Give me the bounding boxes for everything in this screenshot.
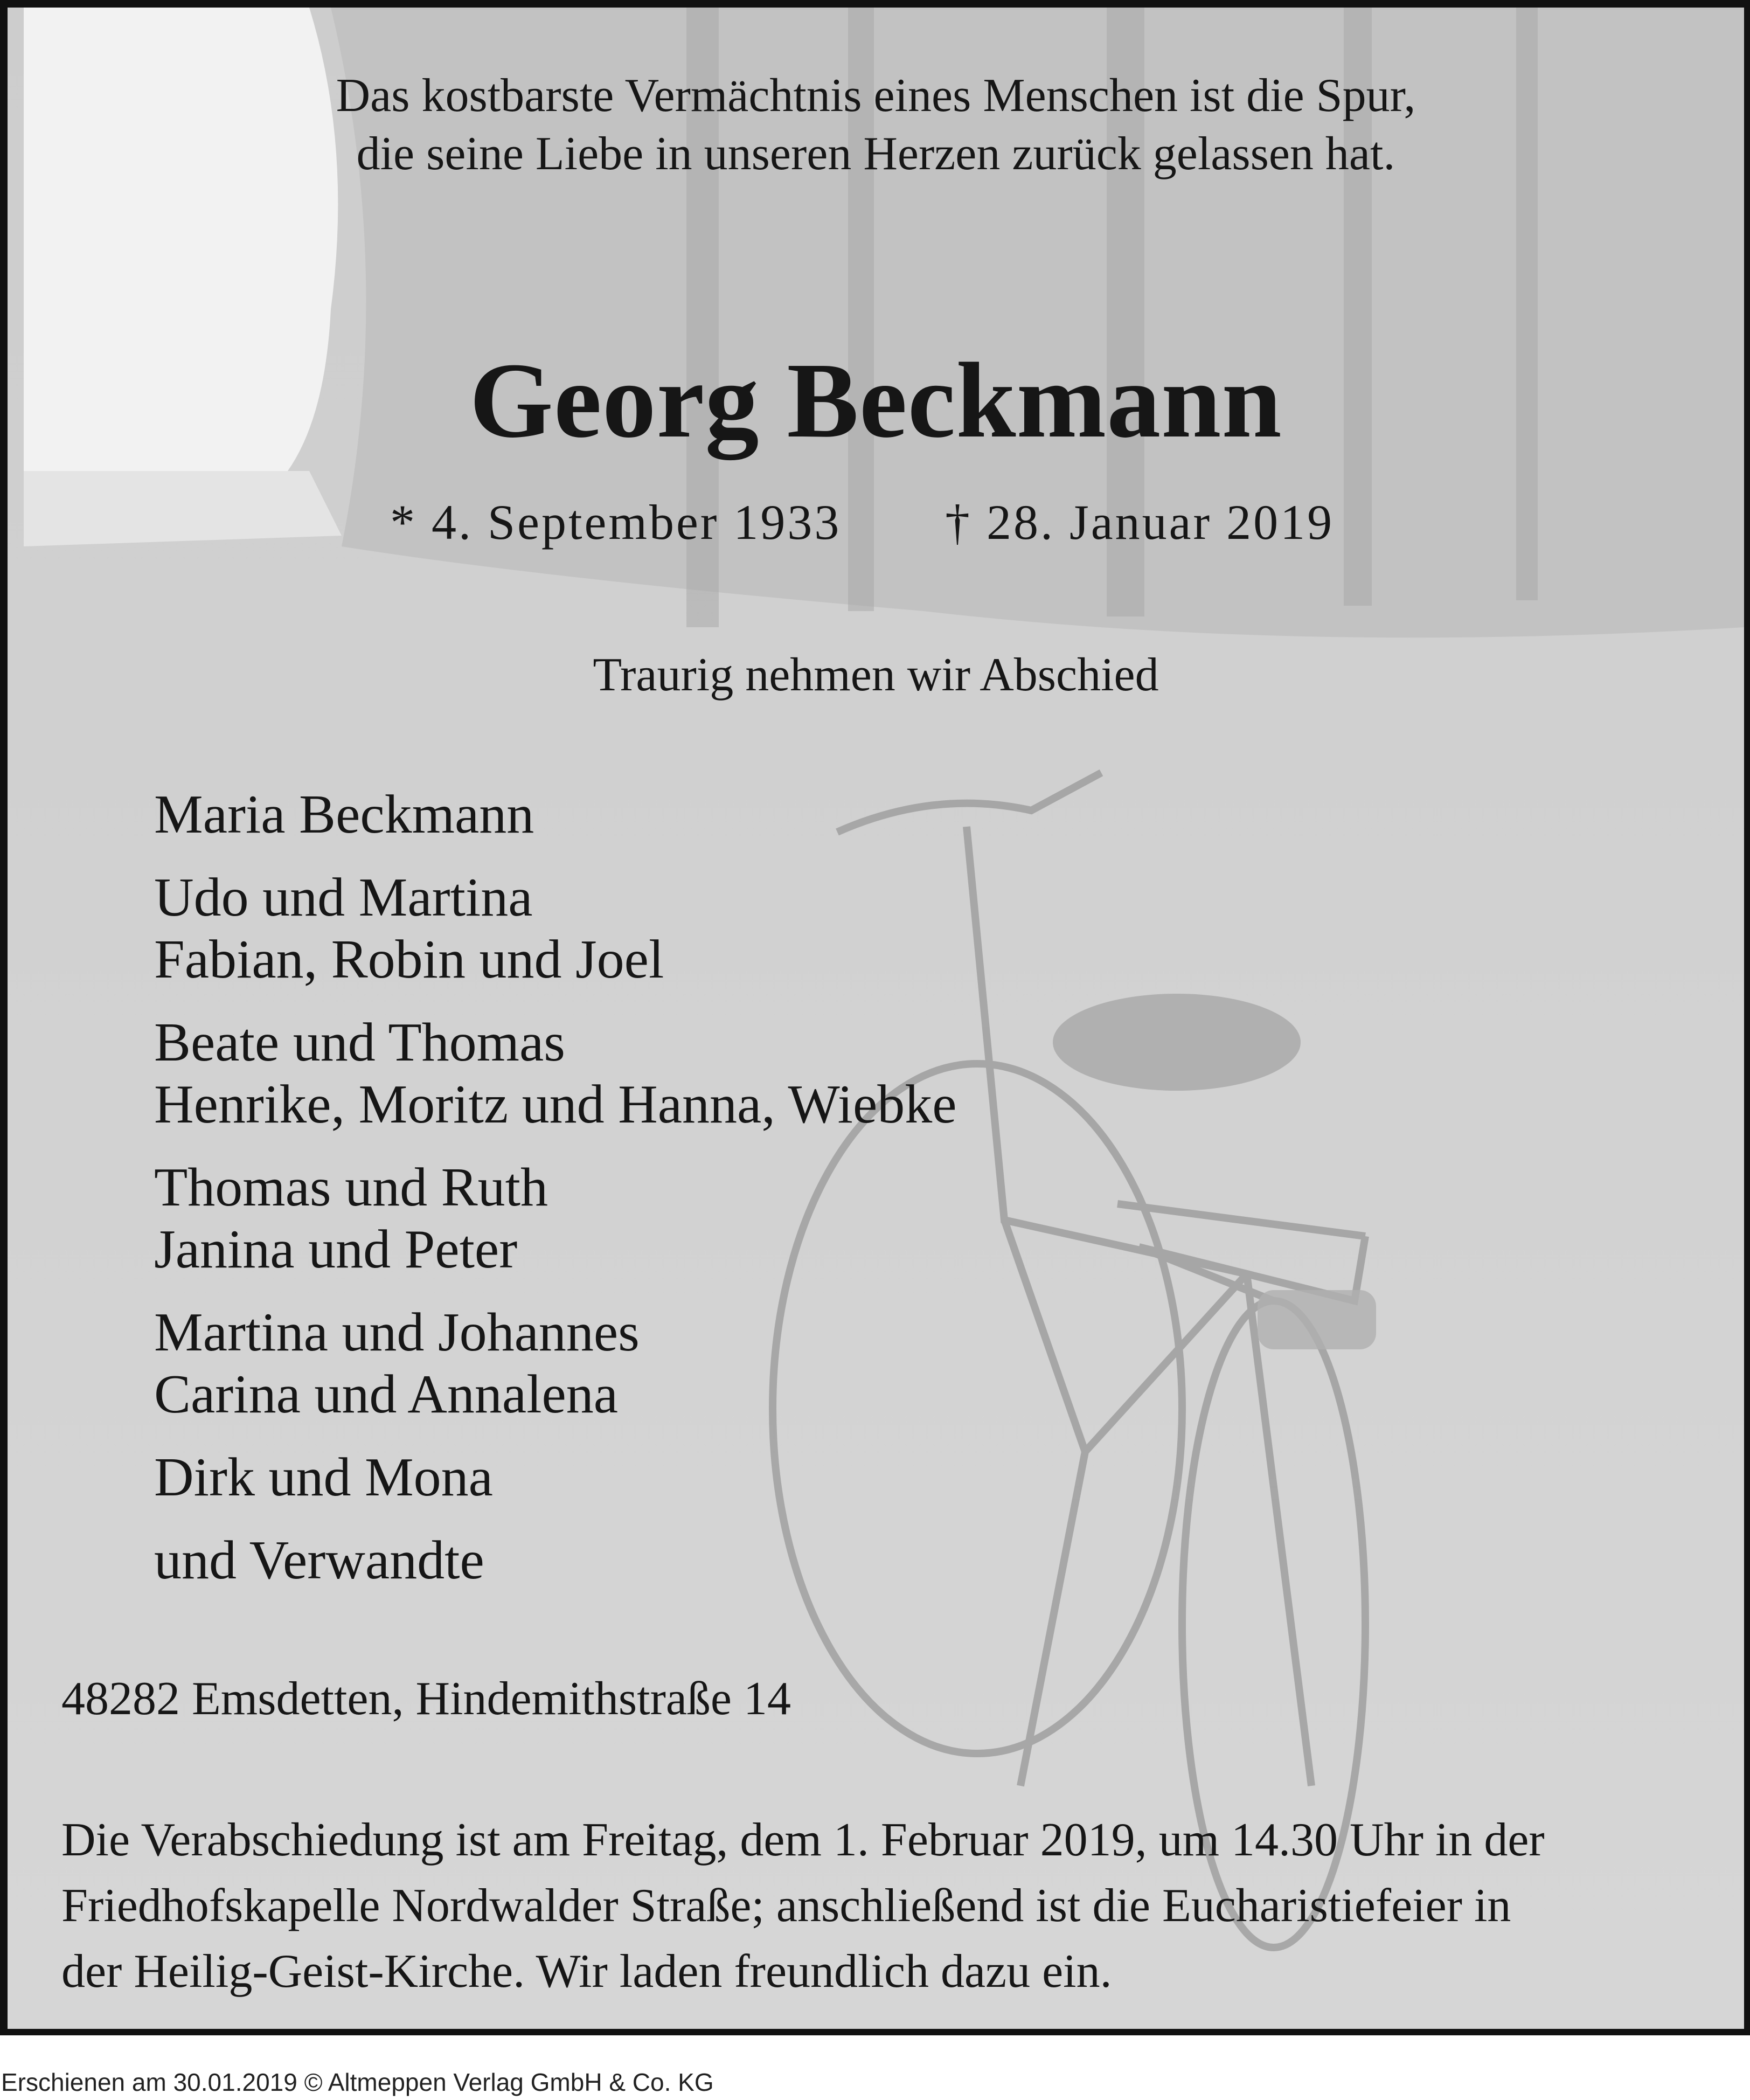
mourner-group: [154, 1529, 957, 1591]
mourner-line: Maria Beckmann: [154, 784, 534, 845]
mourner-line: Dirk und Mona: [154, 1447, 493, 1508]
mourner-group: [154, 1011, 957, 1135]
birth-date: * 4. September 1933: [390, 495, 842, 550]
motto-line: Das kostbarste Vermächtnis eines Menschen ist die Spur,: [336, 70, 1416, 122]
mourner-group: [154, 867, 957, 990]
family-address: 48282 Emsdetten, Hindemithstraße 14: [61, 1673, 791, 1725]
funeral-service-details: [61, 1807, 1545, 2005]
distant-field: [24, 471, 342, 546]
bicycle-rear-light: [1258, 1290, 1376, 1349]
mourner-group: [154, 1156, 957, 1280]
deceased-name: Georg Beckmann: [469, 341, 1282, 460]
service-line: Die Verabschiedung ist am Freitag, dem 1. Februar 2019, um 14.30 Uhr in der: [61, 1814, 1545, 1866]
mourner-group: [154, 784, 957, 845]
publication-credit: Erschienen am 30.01.2019 © Altmeppen Verlag GmbH & Co. KG: [1, 2068, 714, 2096]
farewell-intro: Traurig nehmen wir Abschied: [593, 649, 1159, 701]
mourner-group: [154, 1446, 957, 1508]
mourner-group: [154, 1301, 957, 1425]
bicycle-saddle: [1053, 994, 1301, 1091]
mourner-line: Carina und Annalena: [154, 1364, 619, 1425]
mourner-line: Henrike, Moritz und Hanna, Wiebke: [154, 1074, 957, 1135]
death-date: † 28. Januar 2019: [945, 495, 1335, 550]
service-line: Friedhofskapelle Nordwalder Straße; anschließend ist die Eucharistiefeier in: [61, 1880, 1511, 1932]
mourner-line: Fabian, Robin und Joel: [154, 929, 664, 990]
mourner-line: und Verwandte: [154, 1530, 484, 1591]
mourner-line: Thomas und Ruth: [154, 1157, 548, 1218]
mourner-line: Udo und Martina: [154, 867, 533, 928]
motto-line: die seine Liebe in unseren Herzen zurück gelassen hat.: [356, 128, 1395, 180]
mourner-line: Janina und Peter: [154, 1219, 518, 1280]
mourner-line: Martina und Johannes: [154, 1302, 640, 1363]
service-line: der Heilig-Geist-Kirche. Wir laden freundlich dazu ein.: [61, 1945, 1112, 1998]
mourner-line: Beate und Thomas: [154, 1012, 565, 1073]
motto-quote: [8, 67, 1744, 183]
mourners-list: [154, 784, 957, 1612]
